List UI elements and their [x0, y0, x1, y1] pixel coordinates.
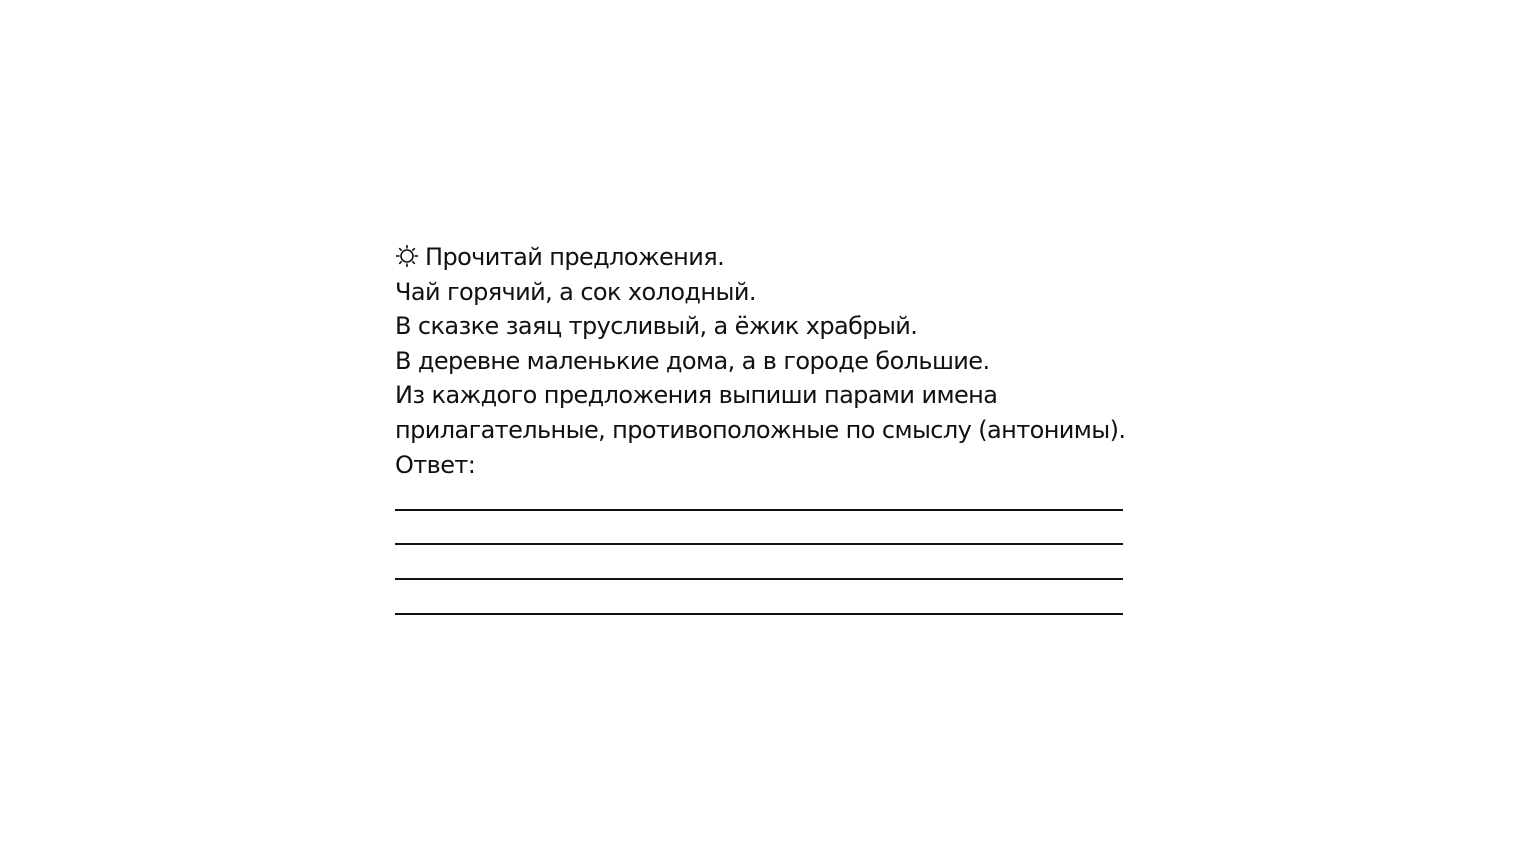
answer-label: Ответ: — [395, 450, 476, 479]
sentence-3: В деревне маленькие дома, а в городе большие. — [395, 346, 990, 375]
answer-line-3 — [395, 551, 1155, 586]
question-line-1: Из каждого предложения выпиши парами имена — [395, 381, 998, 410]
instruction-line — [395, 240, 1155, 275]
sentence-1: Чай горячий, а сок холодный. — [395, 277, 756, 306]
answer-line-1 — [395, 482, 1155, 517]
answer-rule — [395, 509, 1123, 511]
sentence-2: В сказке заяц трусливый, а ёжик храбрый. — [395, 312, 918, 341]
answer-rule — [395, 578, 1123, 580]
sun-icon — [395, 244, 419, 268]
answer-line-2 — [395, 517, 1155, 552]
answer-line-4 — [395, 586, 1155, 621]
answer-rule — [395, 543, 1123, 545]
answer-rule — [395, 613, 1123, 615]
question-line-2: прилагательные, противоположные по смыслу (антонимы). — [395, 415, 1126, 444]
task-text-block — [395, 240, 1155, 621]
instruction-text: Прочитай предложения. — [425, 243, 725, 271]
